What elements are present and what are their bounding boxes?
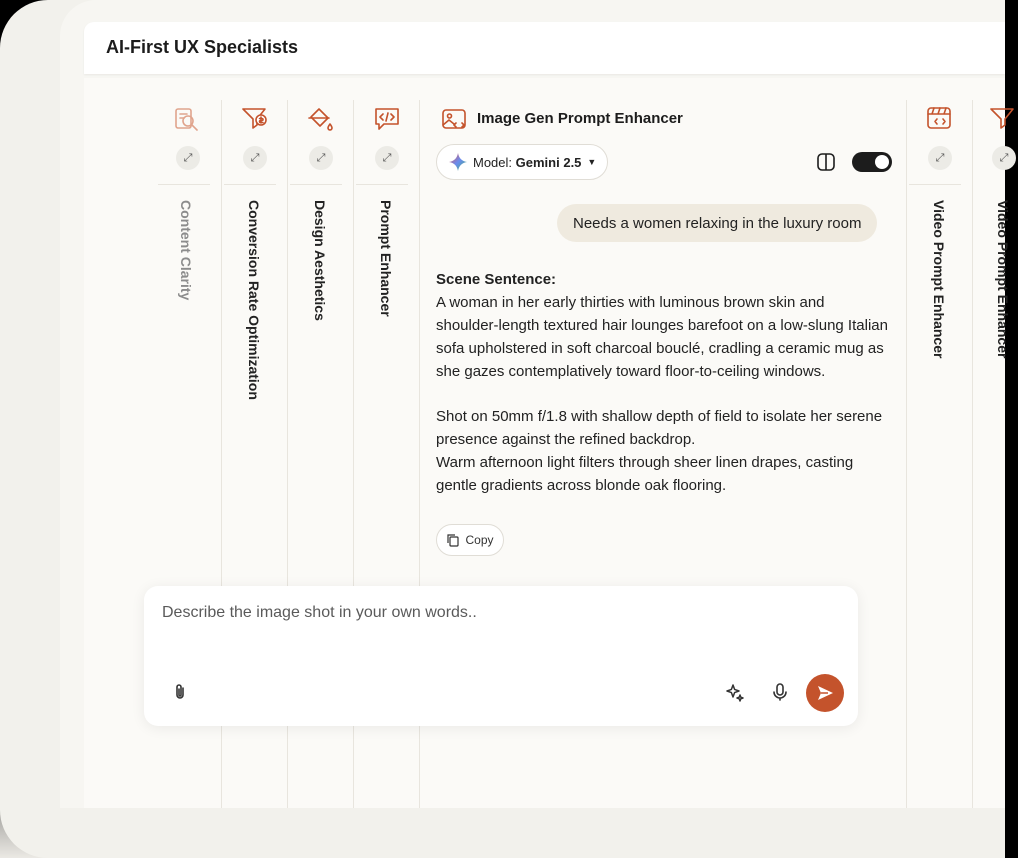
response-paragraph: A woman in her early thirties with luminous brown skin and shoulder-length textured hair lounges barefoot on a low-slung Italian sofa upholstered in soft charcoal bouclé, cradling a ceramic mug as she gazes contemplatively toward floor-to-ceiling windows. <box>436 294 888 380</box>
model-selector[interactable] <box>436 144 608 180</box>
microphone-icon[interactable] <box>770 682 790 702</box>
response-paragraph: Shot on 50mm f/1.8 with shallow depth of field to isolate her serene presence against the refined backdrop. <box>436 408 883 448</box>
divider <box>909 184 961 185</box>
split-view-icon[interactable] <box>816 152 836 172</box>
divider <box>290 184 342 185</box>
divider <box>158 184 210 185</box>
expand-button[interactable]: ⤢ <box>375 146 399 170</box>
image-code-icon <box>440 106 468 134</box>
magic-sparkle-icon[interactable] <box>724 682 746 704</box>
expand-button[interactable]: ⤢ <box>309 146 333 170</box>
funnel-dollar-icon <box>240 104 270 134</box>
user-message: Needs a women relaxing in the luxury room <box>557 204 877 242</box>
column-label[interactable]: Video Prompt Enhancer <box>931 200 947 359</box>
column-label[interactable]: Content Clarity <box>178 200 194 301</box>
column-label[interactable]: Conversion Rate Optimization <box>246 200 262 400</box>
expand-button[interactable]: ⤢ <box>928 146 952 170</box>
paperclip-icon[interactable] <box>170 682 190 702</box>
document-search-icon <box>172 104 202 134</box>
app-header <box>84 22 1005 74</box>
divider <box>356 184 408 185</box>
expand-button[interactable]: ⤢ <box>243 146 267 170</box>
paint-bucket-icon <box>305 104 335 134</box>
code-chat-icon <box>372 104 402 134</box>
response-paragraph: Warm afternoon light filters through sheer linen drapes, casting gentle gradients across blonde oak flooring. <box>436 454 854 494</box>
column-label[interactable]: Video Prompt Enhancer <box>995 200 1011 359</box>
copy-label: Copy <box>465 533 494 547</box>
copy-icon <box>446 533 460 547</box>
funnel-icon <box>988 104 1018 134</box>
toggle-knob <box>875 155 889 169</box>
gemini-sparkle-icon <box>449 153 467 171</box>
assistant-response <box>436 268 888 497</box>
prompt-input[interactable] <box>162 604 832 622</box>
copy-button[interactable] <box>436 524 504 556</box>
expand-button[interactable]: ⤢ <box>176 146 200 170</box>
response-heading: Scene Sentence: <box>436 271 557 288</box>
toggle-switch[interactable] <box>852 152 892 172</box>
expand-button[interactable]: ⤢ <box>992 146 1016 170</box>
divider <box>224 184 276 185</box>
video-code-icon <box>925 104 955 134</box>
column-label[interactable]: Prompt Enhancer <box>378 200 394 317</box>
send-button[interactable] <box>806 674 844 712</box>
model-name: Gemini 2.5 <box>515 154 582 170</box>
page-title: AI-First UX Specialists <box>106 37 299 57</box>
send-icon <box>816 684 834 702</box>
prompt-composer <box>144 586 858 726</box>
panel-title: Image Gen Prompt Enhancer <box>477 110 683 127</box>
model-label: Model: <box>473 154 513 170</box>
caret-down-icon: ▼ <box>587 157 597 167</box>
column-label[interactable]: Design Aesthetics <box>312 200 328 321</box>
